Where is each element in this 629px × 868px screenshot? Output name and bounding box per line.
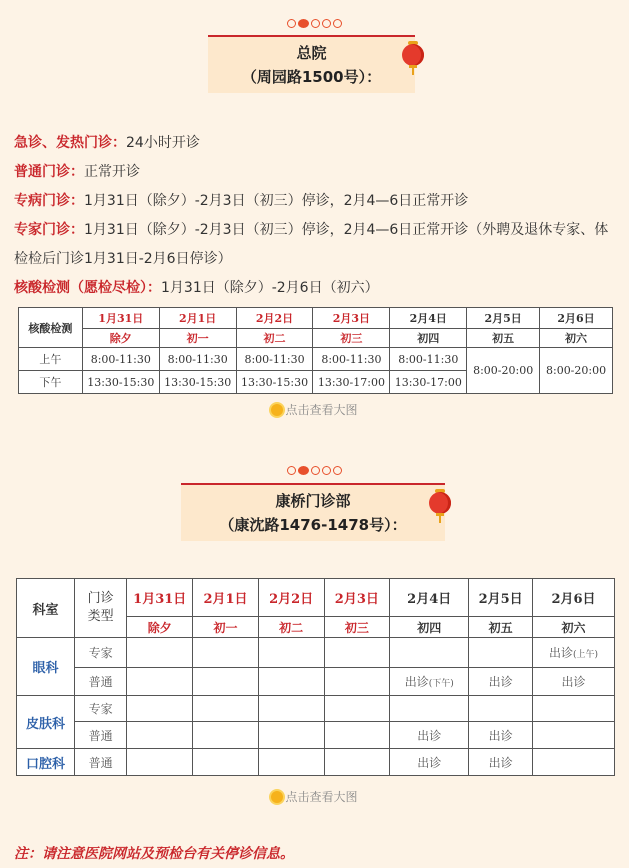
day-header: 初六: [533, 617, 615, 638]
clinic-type: 普通: [75, 668, 127, 696]
dept-name: 口腔科: [17, 749, 75, 776]
table-cell: 13:30-15:30: [236, 371, 313, 394]
table-cell: [127, 638, 193, 668]
table-cell: [127, 722, 193, 749]
day-header: 初一: [193, 617, 259, 638]
table-cell: [324, 696, 390, 722]
date-header: 2月4日: [390, 579, 469, 617]
date-header: 1月31日: [127, 579, 193, 617]
day-header: 初四: [390, 617, 469, 638]
date-header: 2月5日: [467, 308, 540, 329]
table-cell: [533, 749, 615, 776]
date-header: 2月1日: [193, 579, 259, 617]
day-header: 初二: [236, 329, 313, 348]
table-cell: [469, 696, 533, 722]
table-cell: 13:30-15:30: [82, 371, 159, 394]
clinic-type: 普通: [75, 722, 127, 749]
table-cell: 13:30-17:00: [390, 371, 467, 394]
row-label: 下午: [19, 371, 83, 394]
table-corner: 核酸检测: [19, 308, 83, 348]
table-cell: 8:00-20:00: [467, 348, 540, 394]
date-header: 2月4日: [390, 308, 467, 329]
table-cell: 出诊: [469, 722, 533, 749]
table-cell: 出诊: [533, 668, 615, 696]
hours-line: 急诊、发热门诊：24小时开诊: [14, 135, 200, 151]
table-cell: [258, 722, 324, 749]
date-header: 2月6日: [540, 308, 613, 329]
table-cell: [258, 696, 324, 722]
day-header: 初三: [324, 617, 390, 638]
section-title: 总院: [296, 44, 327, 62]
table-cell: 出诊: [469, 749, 533, 776]
table-cell: 13:30-17:00: [313, 371, 390, 394]
table-cell: [193, 668, 259, 696]
dept-name: 皮肤科: [17, 696, 75, 749]
day-header: 初四: [390, 329, 467, 348]
table-cell: [127, 749, 193, 776]
sun-icon: [271, 404, 283, 416]
dot-active: [298, 466, 309, 475]
day-header: 除夕: [82, 329, 159, 348]
section-subtitle: （周园路1500号）：: [241, 68, 382, 86]
sun-icon: [271, 791, 283, 803]
carousel-dots: [0, 13, 629, 25]
day-header: 初二: [258, 617, 324, 638]
day-header: 初五: [469, 617, 533, 638]
table-cell: [390, 638, 469, 668]
dept-header: 科室: [17, 579, 75, 638]
date-header: 2月1日: [159, 308, 236, 329]
day-header: 除夕: [127, 617, 193, 638]
carousel-dots: [0, 460, 629, 472]
date-header: 2月6日: [533, 579, 615, 617]
table-cell: [193, 696, 259, 722]
table-cell: [127, 668, 193, 696]
table-cell: [193, 638, 259, 668]
hours-line: 核酸检测（愿检尽检）：1月31日（除夕）-2月6日（初六）: [14, 280, 379, 296]
view-large-link[interactable]: 点击查看大图: [0, 788, 629, 805]
table-cell: [324, 722, 390, 749]
table-cell: 8:00-11:30: [82, 348, 159, 371]
table-cell: [127, 696, 193, 722]
date-header: 1月31日: [82, 308, 159, 329]
footer-note: 注：请注意医院网站及预检台有关停诊信息。: [14, 846, 294, 862]
hours-line: 专病门诊：1月31日（除夕）-2月3日（初三）停诊，2月4—6日正常开诊: [14, 193, 469, 209]
table-cell: [324, 749, 390, 776]
lantern-icon: [402, 41, 424, 75]
table-cell: [469, 638, 533, 668]
hours-list: [14, 129, 618, 303]
date-header: 2月3日: [324, 579, 390, 617]
table-cell: 出诊: [469, 668, 533, 696]
hours-line: 普通门诊：正常开诊: [14, 164, 140, 180]
hours-line: 专家门诊：1月31日（除夕）-2月3日（初三）停诊，2月4—6日正常开诊（外聘及退休专家、体检检后门诊1月31日-2月6日停诊）: [14, 222, 609, 267]
dot: [311, 19, 320, 28]
view-large-link[interactable]: 点击查看大图: [0, 401, 629, 418]
dot: [322, 466, 331, 475]
nucleic-acid-table[interactable]: [18, 307, 613, 394]
table-cell: [258, 749, 324, 776]
row-label: 上午: [19, 348, 83, 371]
day-header: 初六: [540, 329, 613, 348]
date-header: 2月5日: [469, 579, 533, 617]
clinic-type: 专家: [75, 696, 127, 722]
dot: [333, 466, 342, 475]
section-title-box: [208, 35, 415, 93]
clinic-type: 专家: [75, 638, 127, 668]
table-cell: 8:00-11:30: [390, 348, 467, 371]
dot: [287, 19, 296, 28]
table-cell: 8:00-11:30: [236, 348, 313, 371]
table-cell: [258, 638, 324, 668]
table-cell: [533, 722, 615, 749]
section-title-box: [181, 483, 445, 541]
type-header: 门诊 类型: [75, 579, 127, 638]
lantern-icon: [429, 489, 451, 523]
table-cell: [324, 638, 390, 668]
kangqiao-schedule-table[interactable]: [16, 578, 615, 776]
date-header: 2月2日: [236, 308, 313, 329]
table-cell: [324, 668, 390, 696]
table-cell: [193, 722, 259, 749]
table-cell: [193, 749, 259, 776]
date-header: 2月3日: [313, 308, 390, 329]
table-cell: 出诊: [390, 749, 469, 776]
dot-active: [298, 19, 309, 28]
table-cell: [533, 696, 615, 722]
section-title: 康桥门诊部: [275, 492, 351, 510]
section-subtitle: （康沈路1476-1478号）：: [219, 516, 407, 534]
table-cell: 出诊: [390, 722, 469, 749]
table-cell: 8:00-11:30: [313, 348, 390, 371]
day-header: 初三: [313, 329, 390, 348]
dot: [287, 466, 296, 475]
table-cell: 8:00-11:30: [159, 348, 236, 371]
table-cell: [258, 668, 324, 696]
table-cell: 13:30-15:30: [159, 371, 236, 394]
day-header: 初一: [159, 329, 236, 348]
table-cell: 8:00-20:00: [540, 348, 613, 394]
table-cell: [390, 696, 469, 722]
dot: [333, 19, 342, 28]
dot: [311, 466, 320, 475]
clinic-type: 普通: [75, 749, 127, 776]
table-cell: 出诊(上午): [533, 638, 615, 668]
day-header: 初五: [467, 329, 540, 348]
dot: [322, 19, 331, 28]
dept-name: 眼科: [17, 638, 75, 696]
table-cell: 出诊(下午): [390, 668, 469, 696]
date-header: 2月2日: [258, 579, 324, 617]
